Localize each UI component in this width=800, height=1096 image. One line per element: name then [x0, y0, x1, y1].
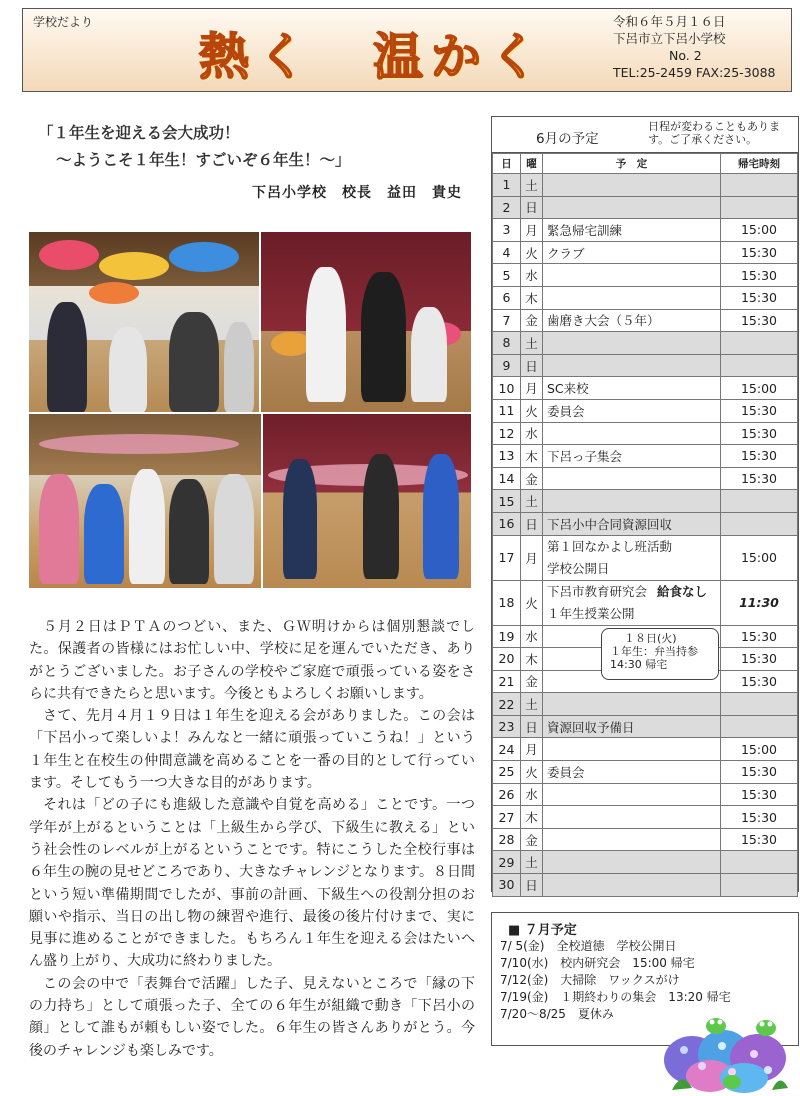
schedule-weekday: 日	[521, 715, 543, 738]
schedule-return-time: 15:30	[721, 241, 798, 264]
july-title: ■ ７月予定	[508, 923, 577, 938]
schedule-day: 3	[493, 219, 521, 242]
schedule-day: 14	[493, 467, 521, 490]
schedule-row	[493, 535, 798, 580]
schedule-return-time	[721, 512, 798, 535]
schedule-day: 5	[493, 264, 521, 287]
schedule-row	[493, 332, 798, 355]
schedule-day: 24	[493, 738, 521, 761]
newsletter-title: 熱く 温かく	[199, 28, 547, 86]
schedule-return-time: 15:30	[721, 783, 798, 806]
schedule-row	[493, 783, 798, 806]
schedule-return-time: 15:30	[721, 422, 798, 445]
schedule-return-time: 15:30	[721, 828, 798, 851]
schedule-row	[493, 445, 798, 468]
schedule-weekday: 土	[521, 693, 543, 716]
contact-info: TEL:25-2459 FAX:25-3088	[613, 65, 776, 80]
schedule-row	[493, 693, 798, 716]
schedule-return-time: 15:30	[721, 625, 798, 648]
schedule-weekday: 木	[521, 286, 543, 309]
schedule-weekday: 土	[521, 490, 543, 513]
schedule-day: 13	[493, 445, 521, 468]
photo-sixth-graders	[263, 414, 471, 588]
schedule-return-time: 15:00	[721, 535, 798, 580]
article-paragraph: この会の中で「表舞台で活躍」した子、見えないところで「縁の下の力持ち」として頑張った子、全ての６年生が組織で動き「下呂小の顔」として誰もが頼もしい姿でした。６年生の皆さんありがとう。今後のチャレンジも楽しみです。	[29, 975, 475, 1059]
schedule-return-time: 11:30	[721, 580, 798, 625]
schedule-weekday: 日	[521, 354, 543, 377]
schedule-return-time	[721, 693, 798, 716]
schedule-return-time: 15:00	[721, 219, 798, 242]
schedule-row	[493, 422, 798, 445]
schedule-table	[492, 153, 798, 897]
schedule-day: 22	[493, 693, 521, 716]
schedule-event-text: 学校公開日	[547, 560, 610, 576]
col-header-dow: 曜	[521, 154, 543, 174]
callout-line: 14:30 帰宅	[610, 658, 668, 671]
photo-stage-performance	[261, 232, 471, 412]
schedule-event	[543, 738, 721, 761]
schedule-header	[492, 117, 798, 153]
schedule-day: 9	[493, 354, 521, 377]
schedule-weekday: 土	[521, 332, 543, 355]
schedule-row	[493, 806, 798, 829]
schedule-weekday: 火	[521, 241, 543, 264]
hydrangea-illustration	[662, 1010, 792, 1094]
schedule-return-time: 15:30	[721, 399, 798, 422]
schedule-weekday: 木	[521, 648, 543, 671]
schedule-event	[543, 174, 721, 197]
schedule-return-time: 15:30	[721, 309, 798, 332]
schedule-weekday: 土	[521, 174, 543, 197]
schedule-day: 26	[493, 783, 521, 806]
schedule-day: 12	[493, 422, 521, 445]
schedule-event	[543, 580, 721, 625]
schedule-weekday: 日	[521, 512, 543, 535]
schedule-weekday: 日	[521, 196, 543, 219]
schedule-return-time: 15:30	[721, 286, 798, 309]
schedule-return-time: 15:00	[721, 738, 798, 761]
schedule-event	[543, 490, 721, 513]
article-paragraph: それは「どの子にも進級した意識や自覚を高める」ことです。一つ学年が上がるということは「上級生から学び、下級生に教える」という社会性のレベルが上がるということです。特にこうした全校行事は６年生の腕の見せどころであり、大きなチャレンジとなります。８日間という短い準備期間でしたが、事前の計画、下級生への役割分担のお願いや指示、当日の出し物の練習や進行、最後の後片付けまで、実に見事に進めることができました。もちろん１年生を迎える会はたいへん盛り上がり、大成功に終わりました。	[29, 797, 475, 970]
schedule-row	[493, 399, 798, 422]
schedule-title: 6月の予定	[536, 131, 599, 147]
schedule-event	[543, 512, 721, 535]
schedule-row	[493, 354, 798, 377]
schedule-return-time	[721, 332, 798, 355]
schedule-return-time	[721, 490, 798, 513]
schedule-row	[493, 715, 798, 738]
schedule-weekday: 火	[521, 399, 543, 422]
schedule-weekday: 水	[521, 783, 543, 806]
schedule-row	[493, 580, 798, 625]
schedule-day: 7	[493, 309, 521, 332]
photo-welcome-arch	[29, 232, 259, 412]
schedule-weekday: 水	[521, 264, 543, 287]
july-item: 7/ 5(金) 全校道徳 学校公開日	[500, 939, 677, 953]
schedule-event	[543, 286, 721, 309]
schedule-event	[543, 241, 721, 264]
schedule-row	[493, 196, 798, 219]
school-name: 下呂市立下呂小学校	[613, 31, 726, 46]
schedule-weekday: 月	[521, 219, 543, 242]
issue-number: No. 2	[669, 48, 702, 63]
schedule-weekday: 金	[521, 828, 543, 851]
schedule-day: 4	[493, 241, 521, 264]
issue-date: 令和６年５月１６日	[613, 14, 726, 29]
schedule-day: 1	[493, 174, 521, 197]
schedule-event	[543, 828, 721, 851]
schedule-event-text: 資源回収予備日	[547, 719, 635, 735]
schedule-event	[543, 535, 721, 580]
schedule-row	[493, 490, 798, 513]
schedule-day: 8	[493, 332, 521, 355]
schedule-row	[493, 174, 798, 197]
schedule-event	[543, 467, 721, 490]
schedule-weekday: 金	[521, 467, 543, 490]
article-paragraph: ５月２日はＰＴＡのつどい、また、ＧＷ明けからは個別懇談でした。保護者の皆様にはお忙しい中、学校に足を運んでいただき、ありがとうございました。お子さんの学校やご家庭で頑張っている姿をさらに共有できたらと思います。今後ともよろしくお願いします。	[29, 619, 475, 702]
article-author: 下呂小学校 校長 益田 貴史	[252, 185, 462, 201]
schedule-return-time	[721, 715, 798, 738]
schedule-event	[543, 377, 721, 400]
schedule-event-text: SC来校	[547, 381, 589, 397]
schedule-event	[543, 309, 721, 332]
schedule-weekday: 水	[521, 625, 543, 648]
schedule-row	[493, 467, 798, 490]
schedule-event	[543, 332, 721, 355]
schedule-event	[543, 399, 721, 422]
schedule-note: 日程が変わることもあります。ご了承ください。	[648, 120, 780, 146]
header-info	[613, 13, 776, 81]
schedule-weekday: 月	[521, 535, 543, 580]
schedule-return-time	[721, 196, 798, 219]
schedule-event	[543, 422, 721, 445]
schedule-day: 27	[493, 806, 521, 829]
schedule-weekday: 月	[521, 377, 543, 400]
july-item: 7/20～8/25 夏休み	[500, 1007, 614, 1021]
schedule-weekday: 日	[521, 874, 543, 897]
schedule-event	[543, 783, 721, 806]
article-title	[38, 120, 351, 174]
schedule-return-time	[721, 851, 798, 874]
schedule-day: 28	[493, 828, 521, 851]
photo-collage	[29, 232, 471, 588]
schedule-day: 16	[493, 512, 521, 535]
schedule-event	[543, 219, 721, 242]
schedule-weekday: 金	[521, 670, 543, 693]
schedule-event-text: １年生授業公開	[547, 605, 635, 621]
schedule-day: 21	[493, 670, 521, 693]
schedule-event-text: 下呂っ子集会	[547, 448, 623, 464]
callout-line: １年生：弁当持参	[610, 645, 698, 658]
article-title-line1: 「１年生を迎える会大成功！	[38, 124, 240, 142]
schedule-event	[543, 761, 721, 784]
june-schedule	[491, 116, 799, 892]
schedule-row	[493, 828, 798, 851]
schedule-event-emphasis: 給食なし	[657, 583, 708, 599]
schedule-event	[543, 354, 721, 377]
schedule-event-text: 下呂小中合同資源回収	[547, 516, 673, 532]
schedule-return-time	[721, 354, 798, 377]
schedule-event	[543, 445, 721, 468]
july-item: 7/12(金) 大掃除 ワックスがけ	[500, 973, 680, 987]
schedule-weekday: 火	[521, 761, 543, 784]
schedule-day: 11	[493, 399, 521, 422]
schedule-weekday: 土	[521, 851, 543, 874]
schedule-event	[543, 264, 721, 287]
schedule-day: 15	[493, 490, 521, 513]
schedule-day: 30	[493, 874, 521, 897]
schedule-event-text: 委員会	[547, 403, 585, 419]
article-title-line2: ～ようこそ１年生！すごいぞ６年生！～」	[56, 151, 351, 169]
schedule-event-text: クラブ	[547, 245, 585, 261]
col-header-time: 帰宅時刻	[721, 154, 798, 174]
schedule-row	[493, 264, 798, 287]
schedule-event-text: 委員会	[547, 764, 585, 780]
schedule-day: 19	[493, 625, 521, 648]
schedule-return-time: 15:30	[721, 264, 798, 287]
newsletter-header	[22, 8, 792, 92]
newsletter-label: 学校だより	[33, 15, 94, 29]
schedule-day: 17	[493, 535, 521, 580]
schedule-event	[543, 851, 721, 874]
schedule-event	[543, 806, 721, 829]
schedule-day: 6	[493, 286, 521, 309]
schedule-row	[493, 761, 798, 784]
col-header-event: 予 定	[543, 154, 721, 174]
note-callout-18th	[601, 628, 719, 680]
schedule-event-text: 歯磨き大会（５年）	[547, 313, 660, 329]
schedule-weekday: 火	[521, 580, 543, 625]
schedule-row	[493, 874, 798, 897]
article-paragraph: さて、先月４月１９日は１年生を迎える会がありました。この会は「下呂小って楽しいよ！みんなと一緒に頑張っていこうね！」という１年生と在校生の仲間意識を高めることを一番の目的として行っています。そしてもう一つ大きな目的があります。	[29, 708, 475, 792]
schedule-header-row	[493, 154, 798, 174]
schedule-day: 25	[493, 761, 521, 784]
article-body	[29, 616, 475, 1062]
col-header-day: 日	[493, 154, 521, 174]
schedule-day: 10	[493, 377, 521, 400]
schedule-weekday: 木	[521, 806, 543, 829]
schedule-day: 29	[493, 851, 521, 874]
schedule-event-text: 第１回なかよし班活動	[547, 538, 673, 554]
schedule-event	[543, 693, 721, 716]
schedule-return-time: 15:00	[721, 377, 798, 400]
schedule-row	[493, 851, 798, 874]
schedule-return-time: 15:30	[721, 467, 798, 490]
july-item: 7/10(水) 校内研究会 15:00 帰宅	[500, 956, 695, 970]
schedule-day: 2	[493, 196, 521, 219]
schedule-day: 18	[493, 580, 521, 625]
schedule-event	[543, 715, 721, 738]
schedule-weekday: 木	[521, 445, 543, 468]
photo-gym-crowd	[29, 414, 261, 588]
schedule-return-time: 15:30	[721, 648, 798, 671]
july-item: 7/19(金) １期終わりの集会 13:20 帰宅	[500, 990, 731, 1004]
schedule-day: 20	[493, 648, 521, 671]
schedule-return-time: 15:30	[721, 761, 798, 784]
schedule-row	[493, 512, 798, 535]
schedule-return-time: 15:30	[721, 670, 798, 693]
schedule-row	[493, 219, 798, 242]
schedule-event-text: 下呂市教育研究会	[547, 583, 648, 599]
schedule-day: 23	[493, 715, 521, 738]
schedule-row	[493, 377, 798, 400]
schedule-weekday: 水	[521, 422, 543, 445]
schedule-row	[493, 309, 798, 332]
schedule-return-time: 15:30	[721, 445, 798, 468]
schedule-row	[493, 738, 798, 761]
schedule-weekday: 金	[521, 309, 543, 332]
schedule-event	[543, 196, 721, 219]
schedule-return-time	[721, 174, 798, 197]
schedule-row	[493, 286, 798, 309]
callout-line: １８日(火)	[624, 632, 677, 645]
schedule-return-time	[721, 874, 798, 897]
schedule-return-time: 15:30	[721, 806, 798, 829]
schedule-row	[493, 241, 798, 264]
schedule-event	[543, 874, 721, 897]
schedule-weekday: 月	[521, 738, 543, 761]
schedule-event-text: 緊急帰宅訓練	[547, 222, 623, 238]
